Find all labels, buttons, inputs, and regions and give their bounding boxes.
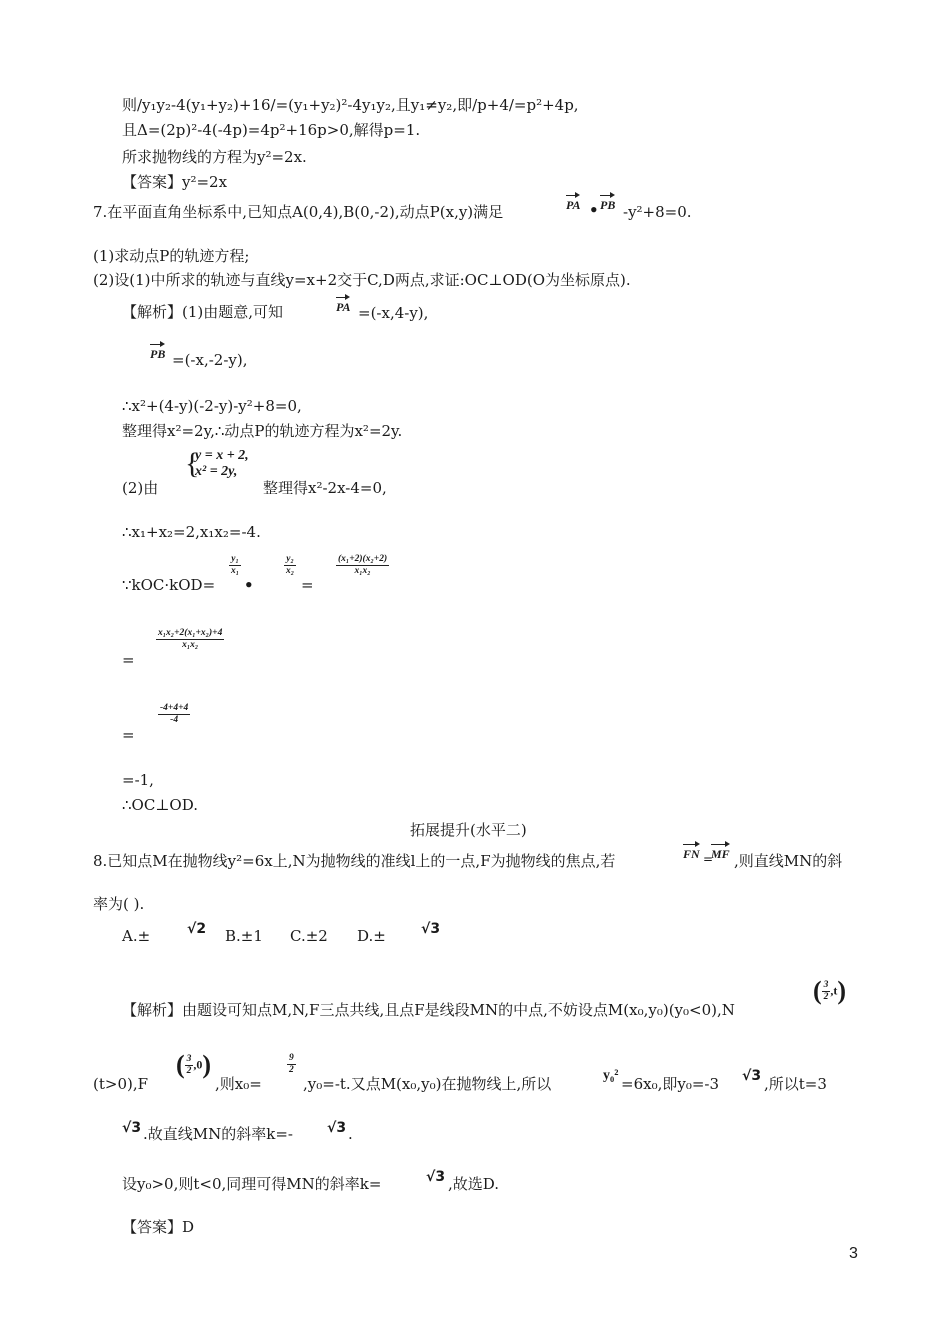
option-b: B.±1 [225,927,263,945]
question-7-text-end: -y²+8=0. [623,203,692,221]
question-7-text: 7.在平面直角坐标系中,已知点A(0,4),B(0,-2),动点P(x,y)满足 [93,203,504,221]
text-line: ∴x²+(4-y)(-2-y)-y²+8=0, [122,397,302,415]
question-7-part-2: (2)设(1)中所求的轨迹与直线y=x+2交于C,D两点,求证:OC⊥OD(O为坐标原点). [93,271,631,289]
solution-label: 【解析】(1)由题意,可知 [122,303,284,321]
option-c: C.±2 [290,927,328,945]
vector-PB: PB [150,343,165,361]
text-line: 整理得x²-2x-4=0, [263,479,387,497]
vector-PA: PA [566,194,580,212]
text-line: =(-x,-2-y), [172,351,248,369]
fraction: $\frac{9}{2}$ [289,1053,294,1075]
option-a: A.± [122,927,151,945]
text-line: 整理得x²=2y,∴动点P的轨迹方程为x²=2y. [122,422,403,440]
text-line: (t>0),F [93,1075,149,1093]
text-line: ,故选D. [448,1175,500,1193]
solution-label: 【解析】由题设可知点M,N,F三点共线,且点F是线段MN的中点,不妨设点M(x₀,y₀)(y₀<0),N [122,1001,735,1019]
question-8-text: 8.已知点M在抛物线y²=6x上,N为抛物线的准线l上的一点,F为抛物线的焦点,若 [93,852,616,870]
fraction: $\frac{\text{x₁x₂+2(x₁+x₂)+4}}{\text{x₁x₂}}$ [158,628,223,650]
text-line: 且Δ=(2p)²-4(-4p)=4p²+16p>0,解得p=1. [122,121,421,139]
vector-PB: PB [600,194,615,212]
text-line: ,所以t=3 [764,1075,827,1093]
question-8-text: 率为( ). [93,895,145,913]
fraction: $\frac{\text{y₁}}{\text{x₁}}$ [231,554,240,576]
y0-squared: y₀² [603,1068,619,1083]
option-d: D.± [357,927,386,945]
page-number: 3 [849,1245,858,1262]
sqrt-expression: √3 [742,1068,762,1084]
sqrt-expression: √3 [426,1169,446,1185]
sqrt-expression: √3 [421,921,441,937]
text-line: ∴OC⊥OD. [122,796,198,814]
vector-FN: FN [683,843,700,861]
text-line: ,则x₀= [215,1075,262,1093]
question-7-part-1: (1)求动点P的轨迹方程; [93,247,250,265]
fraction: $\frac{\text{(x₁+2)(x₂+2)}}{\text{x₁x₂}}$ [338,554,388,576]
sqrt-expression: √3 [122,1120,142,1136]
text-line: (2)由 [122,479,159,497]
equals-sign: = [122,726,135,744]
text-line: 设y₀>0,则t<0,同理可得MN的斜率k= [122,1175,382,1193]
section-heading: 拓展提升(水平二) [410,821,527,839]
text-line: ∴x₁+x₂=2,x₁x₂=-4. [122,523,261,541]
text-line: =(-x,4-y), [358,304,429,322]
equals-sign: = [122,651,135,669]
vector-PA: PA [336,296,350,314]
text-line: ,y₀=-t.又点M(x₀,y₀)在抛物线上,所以 [303,1075,552,1093]
dot-operator: • [589,201,599,219]
text-line: 所求抛物线的方程为y²=2x. [122,148,307,166]
text-line: 则/y₁y₂-4(y₁+y₂)+16/=(y₁+y₂)²-4y₁y₂,且y₁≠y₂,即/p+4/=p²+4p, [122,96,579,114]
text-line: ∵kOC·kOD= [122,576,216,594]
sqrt-expression: √3 [327,1120,347,1136]
fraction: $\frac{-4+4+4}{-4}$ [160,703,189,725]
text-line: =6x₀,即y₀=-3 [621,1075,720,1093]
sqrt-expression: √2 [187,921,207,937]
equals-sign: = [703,852,714,866]
text-line: .故直线MN的斜率k=- [143,1125,293,1143]
text-line: . [348,1125,353,1143]
fraction: $\frac{\text{y₂}}{\text{x₂}}$ [286,554,295,576]
point-N-coords: ( $\frac{3}{2}$ ,t) [813,976,847,1005]
answer-line: 【答案】D [122,1218,195,1236]
answer-line: 【答案】y²=2x [122,173,228,191]
equation-system: { y = x + 2, x² = 2y, [185,447,249,480]
text-line: =-1, [122,771,154,789]
equals-sign: = [301,576,314,594]
question-8-text-end: ,则直线MN的斜 [734,852,843,870]
dot-operator: • [244,576,254,594]
point-F-coords: ( $\frac{3}{2}$ ,0) [176,1050,212,1079]
vector-MF: MF [711,843,730,861]
